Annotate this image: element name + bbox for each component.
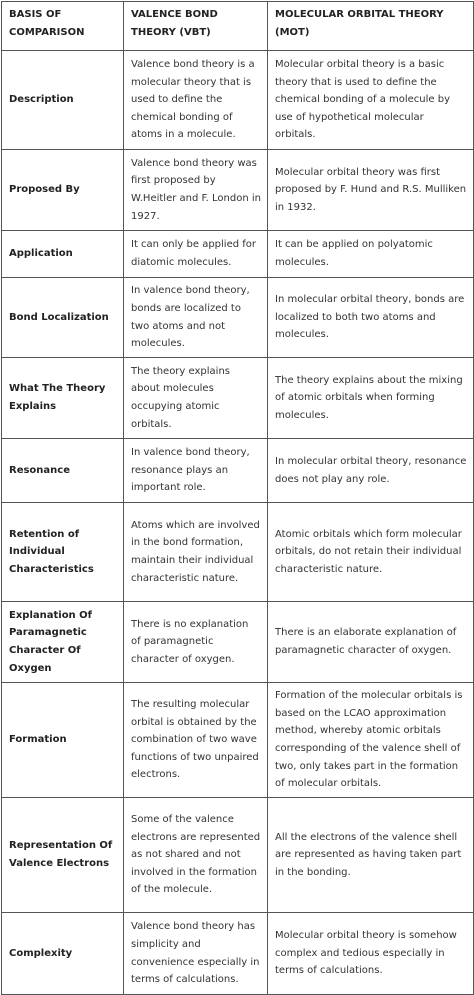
table-row: [2, 503, 474, 602]
row-vbt: [124, 913, 268, 995]
row-vbt: [124, 798, 268, 913]
header-basis: BASIS OF COMPARISON: [2, 2, 124, 51]
row-vbt: [124, 439, 268, 503]
cell-text: Molecular orbital theory is somehow complex and tedious especially in terms of calculations.: [275, 930, 457, 977]
cell-text: Molecular orbital theory was first proposed by F. Hund and R.S. Mulliken in 1932.: [275, 166, 467, 213]
row-basis: Resonance: [2, 439, 124, 503]
row-basis: Explanation Of Paramagnetic Character Of Oxygen: [2, 602, 124, 683]
table-row: [2, 798, 474, 913]
cell-text: The resulting molecular orbital is obtained by the combination of two wave functions of two unpaired electrons.: [131, 699, 259, 781]
comparison-table: [1, 1, 474, 995]
row-basis: Formation: [2, 683, 124, 798]
cell-text: The theory explains about molecules occupying atomic orbitals.: [131, 365, 230, 430]
row-vbt: [124, 51, 268, 150]
cell-text: It can be applied on polyatomic molecules.: [275, 239, 433, 268]
row-vbt: [124, 602, 268, 683]
row-mot: [268, 150, 474, 231]
header-row: [2, 2, 474, 51]
table-row: [2, 602, 474, 683]
cell-text: Valence bond theory is a molecular theory that is used to define the chemical bonding of atoms in a molecule.: [131, 59, 255, 141]
cell-text: Formation of the molecular orbitals is based on the LCAO approximation method, whereby atomic orbitals corresponding of the valence shell of two, only takes part in the formation of molecular orbitals.: [275, 690, 463, 790]
cell-text: Atomic orbitals which form molecular orbitals, do not retain their individual characteristic nature.: [275, 528, 462, 575]
row-mot: [268, 913, 474, 995]
table-row: [2, 358, 474, 439]
cell-text: The theory explains about the mixing of atomic orbitals when forming molecules.: [275, 374, 463, 421]
row-mot: [268, 602, 474, 683]
row-mot: [268, 278, 474, 358]
row-basis: Representation Of Valence Electrons: [2, 798, 124, 913]
table-row: [2, 231, 474, 278]
row-mot: [268, 439, 474, 503]
cell-text: All the electrons of the valence shell are represented as having taken part in the bonding.: [275, 831, 462, 878]
header-mot: MOLECULAR ORBITAL THEORY (MOT): [268, 2, 474, 51]
cell-text: Some of the valence electrons are represented as not shared and not involved in the formation of the molecule.: [131, 814, 261, 896]
cell-text: Molecular orbital theory is a basic theory that is used to define the chemical bonding of a molecule by use of hypothetical molecular orbitals.: [275, 59, 451, 141]
table-row: [2, 278, 474, 358]
row-basis: Bond Localization: [2, 278, 124, 358]
table-row: [2, 150, 474, 231]
row-vbt: [124, 683, 268, 798]
row-vbt: [124, 503, 268, 602]
cell-text: There is an elaborate explanation of paramagnetic character of oxygen.: [275, 627, 457, 656]
cell-text: In valence bond theory, resonance plays an important role.: [131, 447, 250, 494]
row-vbt: [124, 358, 268, 439]
row-mot: [268, 798, 474, 913]
row-basis: Application: [2, 231, 124, 278]
row-basis: Proposed By: [2, 150, 124, 231]
row-vbt: [124, 278, 268, 358]
cell-text: Valence bond theory has simplicity and convenience especially in terms of calculations.: [131, 921, 260, 986]
header-vbt: VALENCE BOND THEORY (VBT): [124, 2, 268, 51]
table-row: [2, 51, 474, 150]
cell-text: There is no explanation of paramagnetic character of oxygen.: [131, 618, 249, 665]
row-basis: What The Theory Explains: [2, 358, 124, 439]
row-basis: Complexity: [2, 913, 124, 995]
table-row: [2, 683, 474, 798]
row-vbt: [124, 231, 268, 278]
row-mot: [268, 358, 474, 439]
row-basis: Retention of Individual Characteristics: [2, 503, 124, 602]
cell-text: Atoms which are involved in the bond formation, maintain their individual characteristic nature.: [131, 519, 260, 584]
cell-text: Valence bond theory was first proposed by W.Heitler and F. London in 1927.: [131, 157, 261, 222]
table-row: [2, 913, 474, 995]
cell-text: It can only be applied for diatomic molecules.: [131, 239, 257, 268]
cell-text: In valence bond theory, bonds are localized to two atoms and not molecules.: [131, 285, 250, 350]
table-row: [2, 439, 474, 503]
row-mot: [268, 231, 474, 278]
row-mot: [268, 503, 474, 602]
cell-text: In molecular orbital theory, bonds are localized to both two atoms and molecules.: [275, 294, 465, 341]
row-basis: Description: [2, 51, 124, 150]
row-vbt: [124, 150, 268, 231]
row-mot: [268, 51, 474, 150]
cell-text: In molecular orbital theory, resonance does not play any role.: [275, 455, 467, 485]
row-mot: [268, 683, 474, 798]
